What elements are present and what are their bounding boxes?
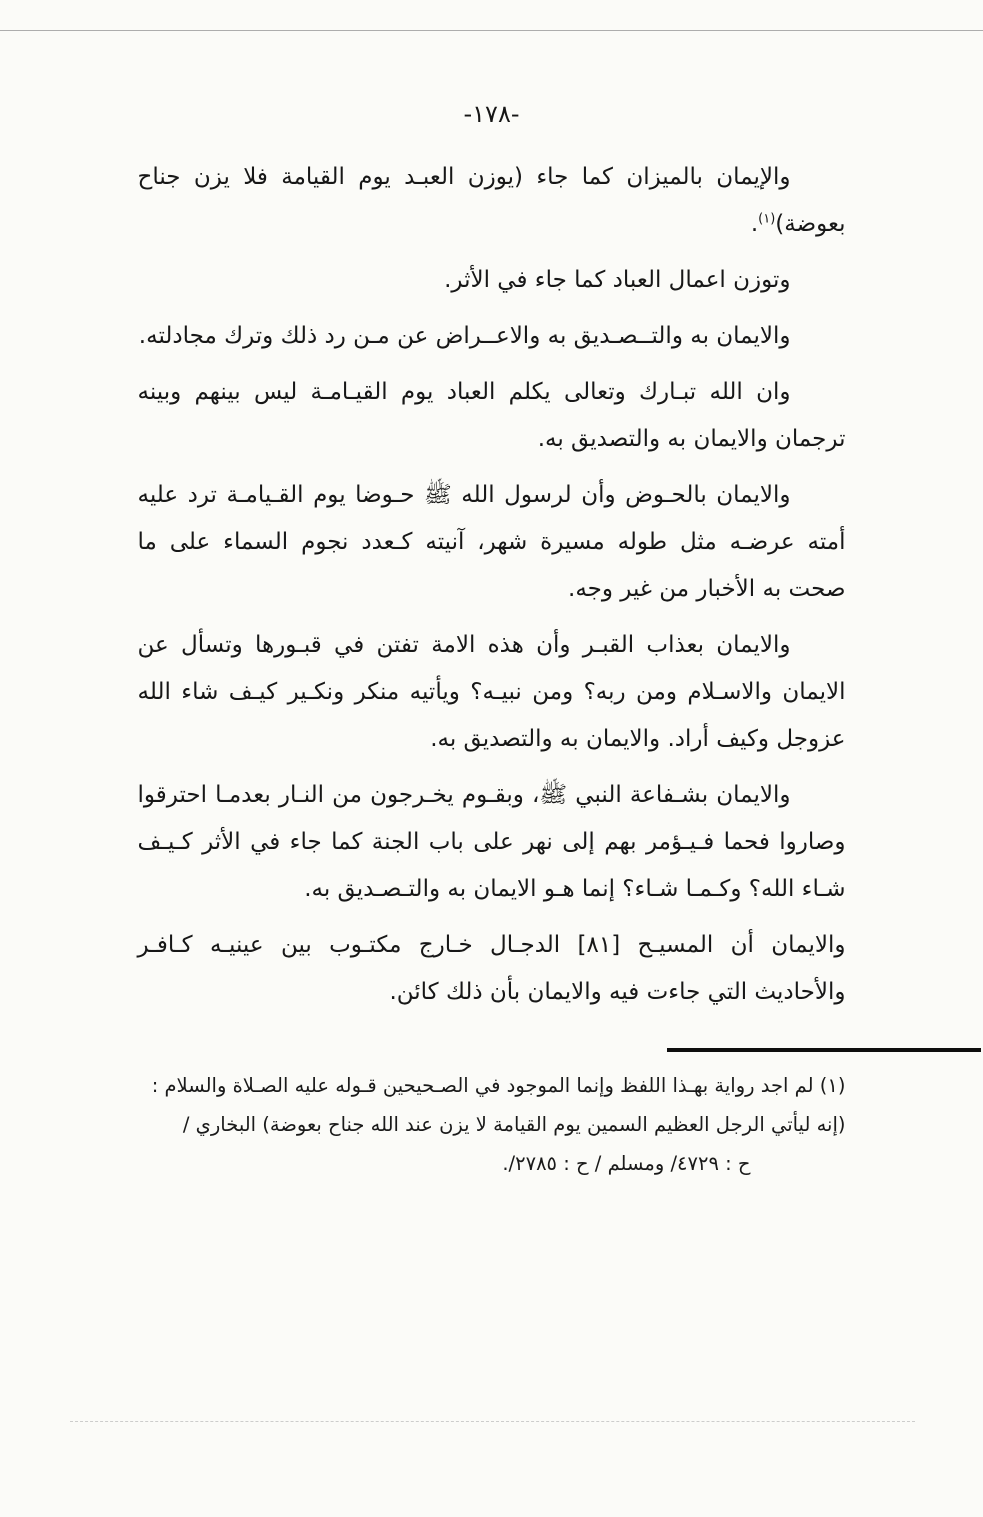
paragraph-8: والايمان أن المسيـح [٨١] الدجـال خـارج مكتـوب بين عينيـه كـافـر والأحاديث التي جاءت فيه والايمان بأن ذلك كائن. <box>137 932 846 1005</box>
footnote-line-2: (إنه ليأتي الرجل العظيم السمين يوم القيامة لا يزن عند الله جناح بعوضة) البخاري / <box>182 1113 846 1136</box>
footnote-block <box>138 1066 846 1183</box>
paragraph-2: وتوزن اعمال العباد كما جاء في الأثر. <box>444 267 791 293</box>
scan-artifact-top-line <box>0 30 983 31</box>
paragraph-4: وان الله تبـارك وتعالى يكلم العباد يوم القيـامـة ليس بينهم وبينه ترجمان والايمان به والتصديق به. <box>137 379 846 452</box>
footnote-line-1: (١) لم اجد رواية بهـذا اللفظ وإنما الموجود في الصـحيحين قـوله عليه الصـلاة والسلام : <box>151 1074 846 1097</box>
paragraph-7: والايمان بشـفاعة النبي ﷺ، وبقـوم يخـرجون من النـار بعدمـا احترقوا وصاروا فحما فـيـؤمر بهم إلى نهر على باب الجنة كما جاء في الأثر كـيـف شـاء الله؟ وكـمـا شـاء؟ إنما هـو الايمان به والتـصـديق به. <box>137 782 846 902</box>
paragraph-5: والايمان بالحـوض وأن لرسول الله ﷺ حـوضا يوم القـيامـة ترد عليه أمته عرضـه مثل طوله مسيرة شهر، آنيته كـعدد نجوم السماء على ما صحت به الأخبار من غير وجه. <box>137 482 846 602</box>
paragraph-6: والايمان بعذاب القبـر وأن هذه الامة تفتن في قبـورها وتسأل عن الايمان والاسـلام ومن ربه؟ ومن نبيـه؟ ويأتيه منكر ونكـير كيـف شاء الله عزوجل وكيف أراد. والايمان به والتصديق به. <box>137 632 846 752</box>
paragraph-1-period: . <box>750 211 759 237</box>
scan-artifact-bottom-line <box>70 1421 915 1422</box>
footnote-separator-rule <box>667 1048 981 1052</box>
page-number: -١٧٨- <box>463 100 520 128</box>
paragraph-3: والايمان به والتــصـديق به والاعــراض عن مـن رد ذلك وترك مجادلته. <box>138 323 791 349</box>
footnote-line-3: ح : ٤٧٢٩/ ومسلم / ح : ٢٧٨٥/. <box>502 1152 751 1175</box>
paragraph-1-text: والإيمان بالميزان كما جاء (يوزن العبـد يوم القيامة فلا يزن جناح بعوضة) <box>137 164 846 237</box>
footnote-reference-1: (١) <box>758 211 776 227</box>
body-text <box>138 154 846 1016</box>
paragraph-1 <box>138 154 846 248</box>
